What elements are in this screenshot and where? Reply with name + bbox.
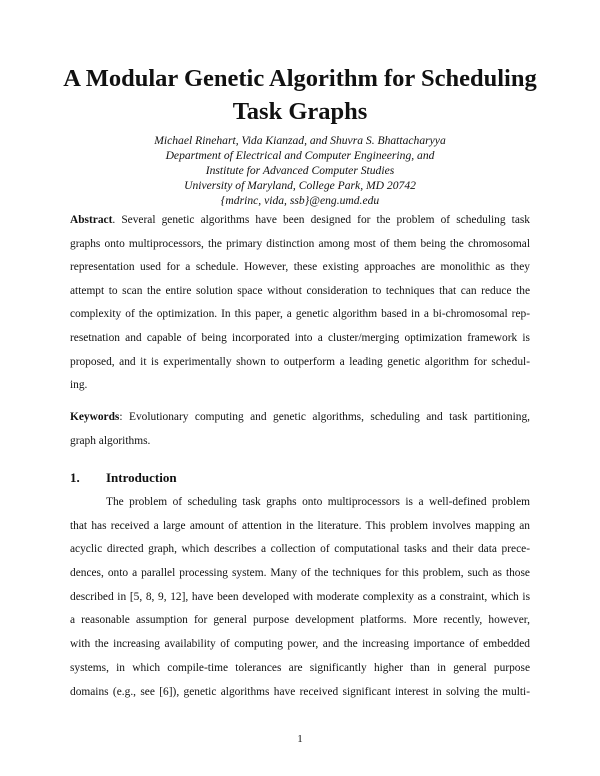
keywords-line: Keywords: Evolutionary computing and genetic algorithms, scheduling and task partitioning, bbox=[70, 411, 530, 423]
section-number: 1. bbox=[70, 470, 80, 485]
abstract-line: resetnation and capable of being incorporated into a cluster/merging optimization framework is bbox=[70, 331, 530, 344]
abstract-line: ing. bbox=[70, 379, 88, 392]
body-line: The problem of scheduling task graphs onto multiprocessors is a well-defined problem bbox=[106, 496, 530, 508]
body-line: dences, onto a parallel processing system. Many of the techniques for this problem, such as those bbox=[70, 567, 530, 580]
body-text bbox=[70, 491, 530, 704]
body-line: acyclic directed graph, which describes a collection of computational tasks and their data prece- bbox=[70, 543, 530, 556]
page-number: 1 bbox=[297, 733, 303, 745]
abstract-line: complexity of the optimization. In this paper, a genetic algorithm based in a bi-chromosomal rep- bbox=[70, 308, 530, 321]
abstract-line: attempt to scan the entire solution space without consideration to techniques that can reduce the bbox=[70, 284, 530, 297]
abstract-line: representation used for a schedule. However, these existing approaches are monolithic as they bbox=[70, 261, 530, 274]
body-line: described in [5, 8, 9, 12], have been developed with moderate complexity as a constraint, which is bbox=[70, 590, 530, 603]
author-names: Michael Rinehart, Vida Kianzad, and Shuvra S. Bhattacharyya bbox=[154, 134, 446, 147]
abstract bbox=[70, 209, 530, 398]
keywords-line: graph algorithms. bbox=[70, 435, 151, 447]
section-title: Introduction bbox=[106, 470, 177, 485]
abstract-line: proposed, and it is experimentally shown to outperform a leading genetic algorithm for schedul- bbox=[70, 355, 530, 368]
body-line: with the increasing availability of computing power, and the increasing importance of embedded bbox=[70, 638, 530, 651]
abstract-line: Abstract. Several genetic algorithms have been designed for the problem of scheduling task bbox=[70, 214, 530, 226]
body-line: that has received a large amount of attention in the literature. This problem involves mapping an bbox=[70, 519, 530, 532]
keywords bbox=[70, 405, 530, 453]
title-line: A Modular Genetic Algorithm for Scheduling bbox=[63, 65, 537, 92]
abstract-label: Abstract bbox=[70, 214, 113, 226]
title-line: Task Graphs bbox=[232, 98, 368, 125]
author-address: University of Maryland, College Park, MD 20742 bbox=[184, 179, 416, 192]
keywords-label: Keywords bbox=[70, 411, 120, 423]
section-heading bbox=[70, 470, 177, 486]
author-block bbox=[40, 133, 560, 208]
body-line: domains (e.g., see [6]), genetic algorithms have received significant interest in solving the multi- bbox=[70, 685, 530, 698]
author-affiliation: Department of Electrical and Computer Engineering, and bbox=[165, 149, 435, 162]
body-line: a reasonable assumption for general purpose development platforms. More recently, however, bbox=[70, 614, 530, 627]
author-emails: {mdrinc, vida, ssb}@eng.umd.edu bbox=[220, 194, 380, 207]
body-line: systems, in which compile-time tolerances are significantly higher than in general purpose bbox=[70, 661, 530, 674]
paper-title bbox=[40, 62, 560, 128]
abstract-line: graphs onto multiprocessors, the primary distinction among most of them being the chromosomal bbox=[70, 237, 530, 250]
author-affiliation: Institute for Advanced Computer Studies bbox=[205, 164, 395, 177]
